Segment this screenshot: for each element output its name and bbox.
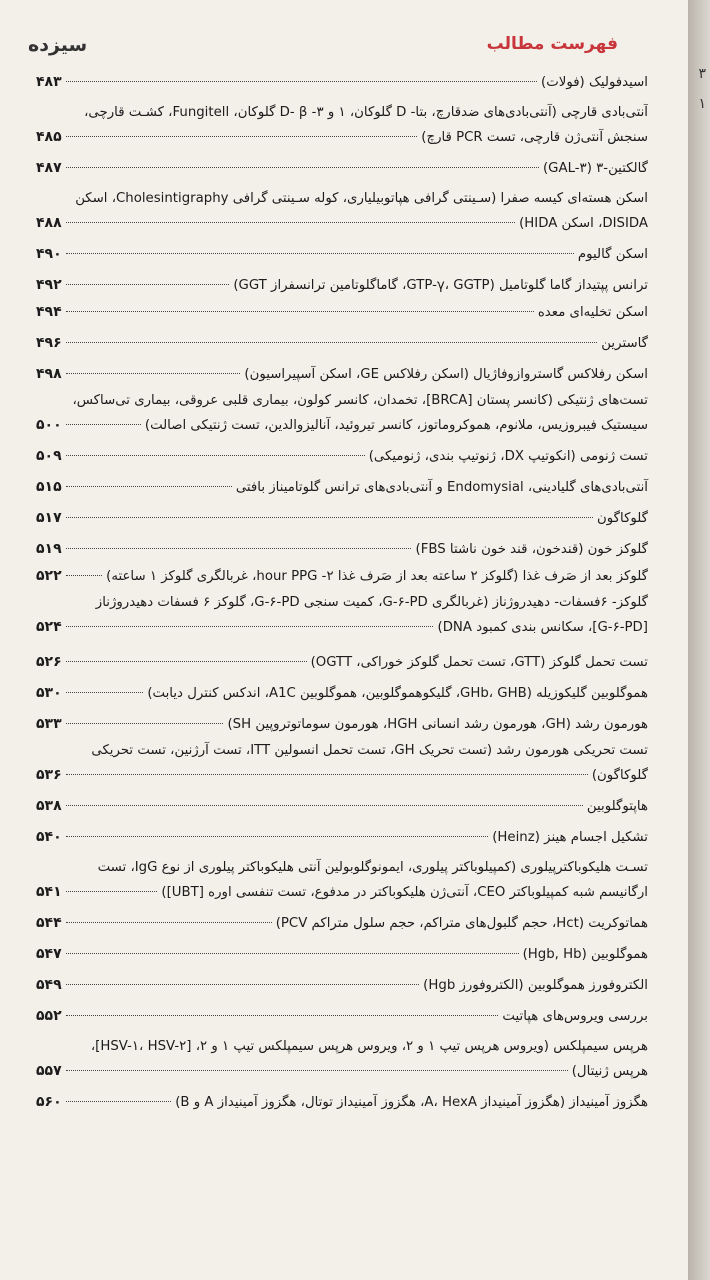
toc-entry-line: تست‌های ژنتیکی (کانسر پستان [BRCA]، تخمدان، کانسر کولون، بیماری قلبی عروقی، بیماری تی‌ساکس، — [72, 393, 648, 408]
toc-entry — [36, 911, 648, 936]
toc-entry-title: گلوکاگون) — [591, 768, 648, 783]
toc-entry — [36, 156, 648, 181]
toc-entry-line: آنتی‌بادی قارچی (آنتی‌بادی‌های ضدقارچ، بتا- D گلوکان، ۱ و ۳- D- β گلوکان، Fungitell، کشـت قارچی، — [84, 105, 648, 120]
toc-entry-title: گلوکاگون — [597, 511, 648, 526]
toc-entry-title: الکتروفورز هموگلوبین (الکتروفورز Hgb) — [423, 978, 648, 993]
toc-page-number: ۵۴۴ — [36, 915, 62, 931]
toc-entry — [36, 856, 648, 905]
toc-page-number: ۵۱۵ — [36, 479, 62, 495]
toc-entry — [36, 681, 648, 706]
toc-entry — [36, 1090, 648, 1115]
dot-leader — [66, 284, 230, 285]
dot-leader — [66, 136, 418, 137]
toc-page-number: ۵۲۶ — [36, 654, 62, 670]
toc-page-number: ۵۵۲ — [36, 1008, 62, 1024]
toc-page-number: ۵۵۷ — [36, 1063, 62, 1079]
toc-entry-title: گاسترین — [601, 336, 648, 351]
dot-leader — [66, 805, 583, 806]
toc-page-number: ۵۳۳ — [36, 716, 62, 732]
toc-entry-title: سیستیک فیبروزیس، ملانوم، هموکروماتوز، کانسر تیروئید، آنالیزوالدین، تست ژنتیکی اصالت) — [144, 418, 648, 433]
toc-entry — [36, 712, 648, 737]
toc-entry — [36, 187, 648, 236]
toc-entry — [36, 1004, 648, 1029]
toc-entry — [36, 300, 648, 325]
toc-entry — [36, 70, 648, 95]
dot-leader — [66, 984, 420, 985]
toc-entry-title: تشکیل اجسام هینز (Heinz) — [492, 830, 648, 845]
dot-leader — [66, 1101, 172, 1102]
dot-leader — [66, 575, 102, 576]
toc-entry — [36, 362, 648, 387]
toc-page-number: ۵۰۰ — [36, 417, 62, 433]
dot-leader — [66, 222, 515, 223]
dot-leader — [66, 836, 489, 837]
toc-entry-title: DISIDA، اسکن HIDA) — [519, 216, 648, 231]
toc-entry — [36, 591, 648, 640]
toc-page-number: ۵۴۹ — [36, 977, 62, 993]
toc-entry-title: اسکن رفلاکس گاستروازوفاژیال (اسکن رفلاکس GE، اسکن آسپیراسیون) — [244, 367, 648, 382]
toc-page-number: ۵۱۹ — [36, 541, 62, 557]
toc-entry-title: تست تحمل گلوکز (GTT، تست تحمل گلوکز خوراکی، OGTT) — [310, 655, 648, 670]
dot-leader — [66, 626, 434, 627]
toc-page-number: ۵۴۰ — [36, 829, 62, 845]
toc-entry-title: هموگلوبین گلیکوزیله (GHb، GHB، گلیکوهموگلوبین، هموگلوبین A1C، اندکس کنترل دیابت) — [147, 686, 648, 701]
toc-entry-title: سنجش آنتی‌ژن قارچی، تست PCR قارچ) — [421, 130, 648, 145]
dot-leader — [66, 81, 537, 82]
dot-leader — [66, 661, 307, 662]
toc-entry — [36, 475, 648, 500]
toc-page-number: ۴۹۶ — [36, 335, 62, 351]
toc-entry — [36, 825, 648, 850]
toc-entry — [36, 506, 648, 531]
dot-leader — [66, 373, 241, 374]
toc-entry-title: هموگلوبین (Hgb, Hb) — [522, 947, 648, 962]
toc-entry-title: گلوکز خون (قندخون، قند خون ناشتا FBS) — [415, 542, 648, 557]
toc-entry-title: هرپس ژنیتال) — [571, 1064, 648, 1079]
toc-entry-title: ترانس پپتیداز گاما گلوتامیل (GTP-γ، GGTP، گاماگلوتامین ترانسفراز GGT) — [233, 278, 648, 293]
toc-entry-title: اسکن تخلیه‌ای معده — [537, 305, 648, 320]
page-number: سیزده — [28, 34, 88, 56]
dot-leader — [66, 922, 272, 923]
toc-entry — [36, 444, 648, 469]
dot-leader — [66, 1015, 499, 1016]
toc-entry-line: هرپس سیمپلکس (ویروس هرپس تیپ ۱ و ۲، ویروس هرپس سیمپلکس تیپ ۱ و ۲، [HSV-۱، HSV-۲]، — [90, 1039, 648, 1054]
toc-entry-title: هاپتوگلوبین — [586, 799, 648, 814]
dot-leader — [66, 723, 224, 724]
toc-entry-title: تست ژنومی (انکوتیپ DX، ژنوتیپ بندی، ژنومیکی) — [368, 449, 648, 464]
toc-entry — [36, 794, 648, 819]
toc-page-number: ۴۸۵ — [36, 129, 62, 145]
toc-entry — [36, 942, 648, 967]
toc-page-number: ۵۱۷ — [36, 510, 62, 526]
toc-page-number: ۵۶۰ — [36, 1094, 62, 1110]
toc-page-number: ۴۹۸ — [36, 366, 62, 382]
toc-entry — [36, 101, 648, 150]
dot-leader — [66, 548, 412, 549]
toc-page-number: ۴۹۴ — [36, 304, 62, 320]
toc-entry-line: تست تحریکی هورمون رشد (تست تحریک GH، تست تحمل انسولین ITT، تست آرژنین، تست تحریکی — [91, 743, 648, 758]
toc-page-number: ۵۴۷ — [36, 946, 62, 962]
toc-entry-title: هگزوز آمینیداز (هگزوز آمینیداز A، HexA، هگزوز آمینیداز توتال، هگزوز آمینیداز A و B) — [175, 1095, 648, 1110]
toc-page-number: ۵۳۶ — [36, 767, 62, 783]
dot-leader — [66, 692, 144, 693]
dot-leader — [66, 167, 539, 168]
toc-page-number: ۴۸۷ — [36, 160, 62, 176]
toc-entry — [36, 273, 648, 298]
toc-entry-line: اسکن هسته‌ای کیسه صفرا (سـینتی گرافی هپاتوبیلیاری، کوله سـینتی گرافی Cholesintigraphy، اسکن — [75, 191, 648, 206]
edge-mark: ۱ — [698, 96, 706, 112]
edge-mark: ۳ — [698, 66, 706, 82]
dot-leader — [66, 424, 141, 425]
page-title: فهرست مطالب — [486, 34, 618, 54]
dot-leader — [66, 774, 588, 775]
toc-entry — [36, 973, 648, 998]
toc-entry-title: ارگانیسم شبه کمپیلوباکتر CEO، آنتی‌ژن هلیکوباکتر در مدفوع، تست تنفسی اوره [UBT]) — [161, 885, 648, 900]
toc-page-number: ۵۳۸ — [36, 798, 62, 814]
toc-page-number: ۴۸۸ — [36, 215, 62, 231]
toc-entry-line: گلوکز- ۶فسفات- دهیدروژناز (غربالگری G-۶-PD، کمیت سنجی G-۶-PD، گلوکز ۶ فسفات دهیدروژناز — [95, 595, 648, 610]
toc-entry — [36, 1035, 648, 1084]
toc-entry-title: [G-۶-PD]، سکانس بندی کمبود DNA) — [437, 620, 648, 635]
toc-page-number: ۴۹۰ — [36, 246, 62, 262]
toc-entry-line: تسـت هلیکوباکترپیلوری (کمپیلوباکتر پیلوری، ایمونوگلوبولین آنتی هلیکوباکتر پیلوری از نوع IgG، تست — [97, 860, 648, 875]
dot-leader — [66, 253, 574, 254]
dot-leader — [66, 517, 593, 518]
dot-leader — [66, 891, 158, 892]
toc-entry-title: بررسی ویروس‌های هپاتیت — [502, 1009, 648, 1024]
toc-entry — [36, 650, 648, 675]
toc-page-number: ۵۴۱ — [36, 884, 62, 900]
toc-entry-title: اسیدفولیک (فولات) — [541, 75, 648, 90]
dot-leader — [66, 342, 598, 343]
dot-leader — [66, 486, 232, 487]
dot-leader — [66, 311, 534, 312]
dot-leader — [66, 455, 365, 456]
toc-page-number: ۴۹۲ — [36, 277, 62, 293]
toc-entry-title: اسکن گالیوم — [577, 247, 648, 262]
toc-entry — [36, 537, 648, 562]
page-header — [28, 30, 618, 62]
dot-leader — [66, 1070, 568, 1071]
toc-entry — [36, 331, 648, 356]
toc-entry-title: هورمون رشد (GH، هورمون رشد انسانی HGH، هورمون سوماتوتروپین SH) — [227, 717, 648, 732]
toc-entry-title: هماتوکریت (Hct، حجم گلبول‌های متراکم، حجم سلول متراکم PCV) — [275, 916, 648, 931]
dot-leader — [66, 953, 519, 954]
toc-entry-title: گالکتین-۳ (GAL-۳) — [542, 161, 648, 176]
toc-page-number: ۵۳۰ — [36, 685, 62, 701]
toc-page-number: ۴۸۳ — [36, 74, 62, 90]
toc-entry — [36, 242, 648, 267]
toc-page-number: ۵۲۴ — [36, 619, 62, 635]
toc-page-number: ۵۰۹ — [36, 448, 62, 464]
toc-entry — [36, 389, 648, 438]
toc-entry — [36, 564, 648, 589]
table-of-contents — [36, 70, 648, 1115]
toc-page-number: ۵۲۲ — [36, 568, 62, 584]
next-page-edge — [688, 0, 710, 1280]
toc-entry-title: گلوکز بعد از صَرف غذا (گلوکز ۲ ساعته بعد از صَرف غذا ۲- hour PPG، غربالگری گلوکز ۱ ساعته) — [106, 569, 648, 584]
toc-entry — [36, 739, 648, 788]
toc-entry-title: آنتی‌بادی‌های گلیادینی، Endomysial و آنتی‌بادی‌های ترانس گلوتامیناز بافتی — [235, 480, 648, 495]
